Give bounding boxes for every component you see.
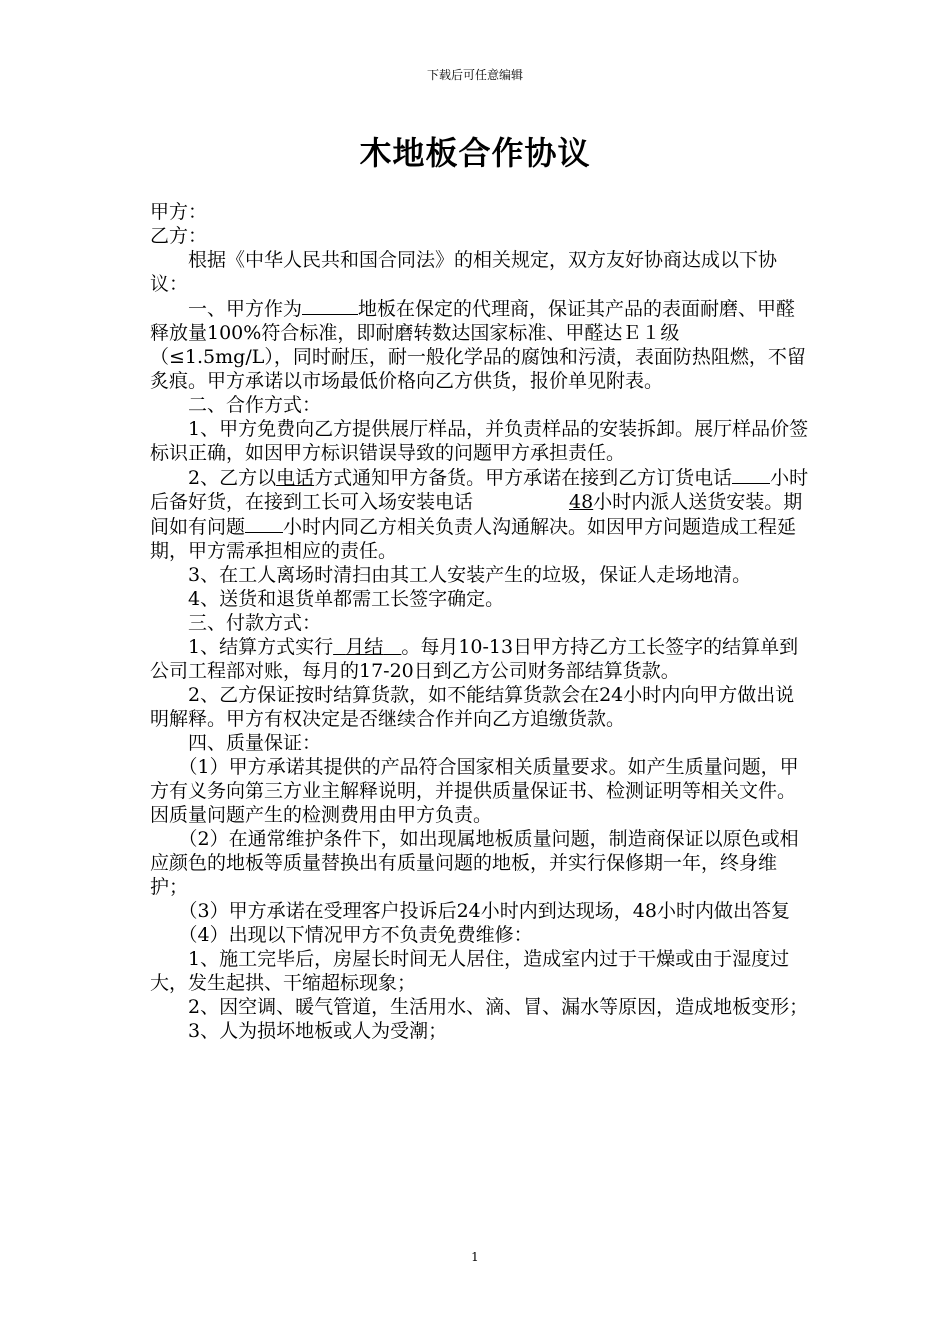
text-run: 。每月10-13日甲方持乙方工长签字的结算单到公司工程部对账，每月的17-20日到乙方公司财务部结算货款。	[150, 636, 799, 682]
section-4-item-1: （1）甲方承诺其提供的产品符合国家相关质量要求。如产生质量问题，甲方有义务向第三方业主解释说明，并提供质量保证书、检测证明等相关文件。因质量问题产生的检测费用由甲方负责。	[150, 756, 799, 826]
section-4-heading: 四、质量保证：	[188, 732, 322, 754]
exclusion-item-1: 1、施工完毕后，房屋长时间无人居住，造成室内过于干燥或由于湿度过大，发生起拱、干缩超标现象；	[150, 948, 790, 994]
document-body	[150, 200, 810, 1043]
blank-hours-resolve	[245, 514, 283, 533]
intro-paragraph: 根据《中华人民共和国合同法》的相关规定，双方友好协商达成以下协议：	[150, 249, 778, 295]
section-2-item-1: 1、甲方免费向乙方提供展厅样品，并负责样品的安装拆卸。展厅样品价签标识正确，如因甲方标识错误导致的问题甲方承担责任。	[150, 418, 809, 464]
settlement-method-value: 月结	[345, 636, 384, 658]
section-4-item-2: （2）在通常维护条件下，如出现属地板质量问题，制造商保证以原色或相应颜色的地板等质量替换出有质量问题的地板，并实行保修期一年，终身维护；	[150, 828, 799, 898]
settlement-method	[333, 636, 401, 658]
install-hours	[473, 491, 593, 513]
party-a-line: 甲方：	[150, 201, 208, 223]
section-4-item-3: （3）甲方承诺在受理客户投诉后24小时内到达现场，48小时内做出答复	[178, 900, 790, 922]
text-run: 小时后备好货，在接到工长可入场安装电话	[150, 467, 809, 513]
text-run: 小时内同乙方相关负责人沟通解决。如因甲方问题造成工程延期，甲方需承担相应的责任。	[150, 516, 797, 562]
section-4-item-4: （4）出现以下情况甲方不负责免费维修：	[178, 924, 533, 946]
install-hours-value: 48	[569, 491, 594, 513]
page-number: 1	[471, 1250, 479, 1264]
text-run: 小时内派人送货安装。期间如有问题	[150, 491, 803, 538]
blank-brand	[302, 296, 358, 315]
document-title: 木地板合作协议	[359, 134, 591, 172]
page-header: 下载后可任意编辑	[426, 68, 523, 82]
text-run: 方式通知甲方备货。甲方承诺在接到乙方订货电话	[314, 467, 733, 489]
exclusion-item-3: 3、人为损坏地板或人为受潮；	[188, 1020, 448, 1042]
blank-hours-prepare	[732, 465, 770, 484]
section-2-item-2	[150, 465, 810, 563]
section-2-item-3: 3、在工人离场时清扫由其工人安装产生的垃圾，保证人走场地清。	[188, 564, 752, 586]
section-2-heading: 二、合作方式：	[188, 394, 322, 416]
clause-1-pre: 一、甲方作为	[188, 298, 303, 320]
section-2-item-4: 4、送货和退货单都需工长签字确定。	[188, 588, 505, 610]
text-run: 1、结算方式实行	[188, 636, 334, 658]
section-3-item-2: 2、乙方保证按时结算货款，如不能结算货款会在24小时内向甲方做出说明解释。甲方有权决定是否继续合作并向乙方追缴货款。	[150, 684, 795, 730]
clause-1-post: 地板在保定的代理商，保证其产品的表面耐磨、甲醛释放量100%符合标准，即耐磨转数达国家标准、甲醛达Ｅ１级（≤1.5mg/L），同时耐压，耐一般化学品的腐蚀和污渍，表面防热阻燃，不留炙痕。甲方承诺以市场最低价格向乙方供货，报价单见附表。	[150, 298, 806, 392]
clause-1	[150, 296, 810, 393]
exclusion-item-2: 2、因空调、暖气管道，生活用水、滴、冒、漏水等原因，造成地板变形；	[188, 996, 809, 1018]
section-3-item-1	[150, 635, 810, 683]
text-run: 2、乙方以	[188, 467, 277, 489]
section-3-heading: 三、付款方式：	[188, 612, 322, 634]
notify-method: 电话	[276, 467, 315, 489]
party-b-line: 乙方：	[150, 225, 208, 247]
